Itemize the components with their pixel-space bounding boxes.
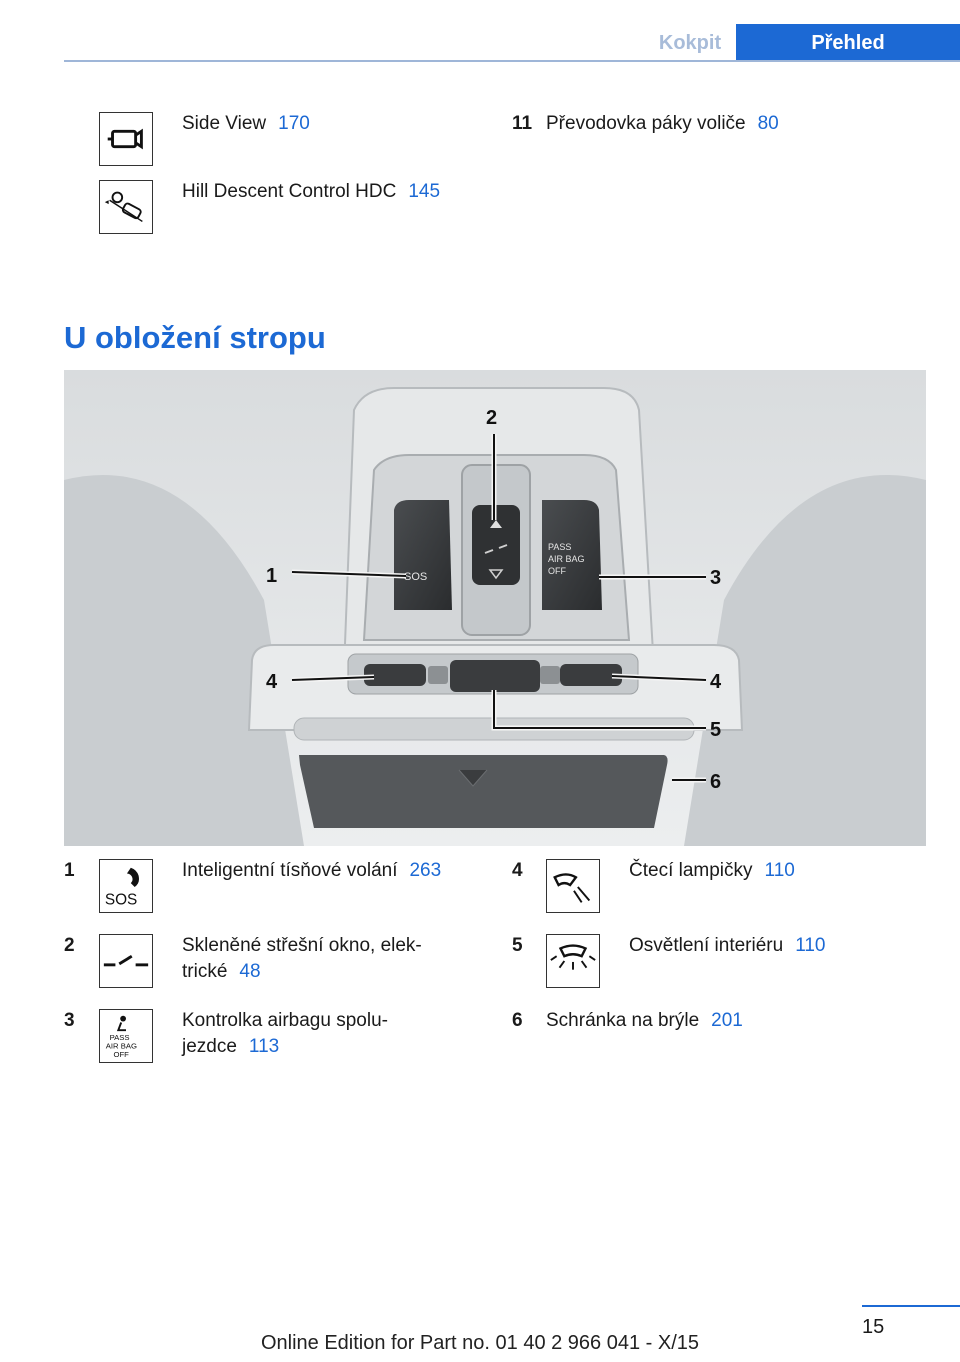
side-view-item[interactable] [182, 111, 310, 137]
legend-page-ref-1[interactable]: 263 [409, 860, 442, 881]
legend-item-3[interactable] [182, 1008, 388, 1060]
legend-item-6[interactable] [546, 1008, 743, 1034]
legend-label-1: Inteligentní tísňové volání [182, 860, 398, 881]
footer-edition-text: Online Edition for Part no. 01 40 2 966 041 - X/15 [260, 1332, 700, 1354]
legend-item-5[interactable] [629, 933, 825, 959]
legend-label-3-line1: Kontrolka airbagu spolu- [182, 1010, 388, 1031]
svg-text:SOS: SOS [104, 891, 138, 909]
legend-label-3-line2: jezdce [182, 1036, 237, 1057]
sunroof-icon [99, 934, 153, 988]
legend-label-6: Schránka na brýle [546, 1010, 700, 1031]
page-number: 15 [862, 1316, 885, 1338]
side-view-label: Side View [182, 113, 267, 134]
legend-label-2-line1: Skleněné střešní okno, elek- [182, 935, 422, 956]
reading-light-icon [546, 859, 600, 913]
legend-label-4: Čtecí lampičky [629, 860, 753, 881]
svg-text:PASS: PASS [548, 542, 572, 552]
legend-number-3: 3 [64, 1010, 75, 1031]
legend-number-4: 4 [512, 860, 523, 881]
legend-page-ref-2[interactable]: 48 [239, 961, 261, 982]
callout-3: 3 [710, 567, 722, 589]
legend-page-ref-5[interactable]: 110 [795, 935, 826, 956]
legend-number-1: 1 [64, 860, 75, 881]
tab-prehled[interactable]: Přehled [736, 24, 960, 62]
legend-number-5: 5 [512, 935, 523, 956]
legend-number-2: 2 [64, 935, 75, 956]
footer-rule [862, 1305, 960, 1307]
gear-selector-page-ref[interactable]: 80 [757, 113, 779, 134]
legend-item-2[interactable] [182, 933, 422, 985]
svg-text:AIR BAG: AIR BAG [105, 1041, 137, 1051]
gear-selector-label: Převodovka páky voliče [546, 113, 746, 134]
callout-6: 6 [710, 771, 722, 793]
callout-1: 1 [266, 565, 278, 587]
svg-text:PASS: PASS [109, 1032, 130, 1042]
legend-label-2-line2: trické [182, 961, 228, 982]
svg-text:AIR BAG: AIR BAG [548, 554, 585, 564]
side-view-camera-icon [99, 112, 153, 166]
passenger-airbag-off-icon [99, 1009, 153, 1063]
header-rule [64, 60, 960, 62]
callout-4-right: 4 [710, 671, 722, 693]
item-number-11: 11 [512, 113, 533, 134]
svg-text:SOS: SOS [404, 571, 428, 583]
hill-descent-item[interactable] [182, 179, 440, 205]
hill-descent-page-ref[interactable]: 145 [408, 181, 441, 202]
side-view-page-ref[interactable]: 170 [278, 113, 310, 134]
svg-text:OFF: OFF [113, 1050, 129, 1060]
callout-5: 5 [710, 719, 722, 741]
sos-phone-icon [99, 859, 153, 913]
legend-page-ref-3[interactable]: 113 [248, 1036, 280, 1057]
section-title: U obložení stropu [64, 320, 326, 355]
legend-item-1[interactable] [182, 858, 441, 884]
callout-4-left: 4 [266, 671, 278, 693]
legend-page-ref-4[interactable]: 110 [764, 860, 795, 881]
hill-descent-icon [99, 180, 153, 234]
callout-2: 2 [486, 407, 498, 429]
interior-light-icon [546, 934, 600, 988]
overhead-console-photo [64, 370, 926, 846]
tab-kokpit[interactable]: Kokpit [658, 32, 722, 54]
legend-number-6: 6 [512, 1010, 523, 1031]
legend-item-4[interactable] [629, 858, 795, 884]
gear-selector-item[interactable] [546, 111, 779, 137]
legend-label-5: Osvětlení interiéru [629, 935, 784, 956]
hill-descent-label: Hill Descent Control HDC [182, 181, 397, 202]
legend-page-ref-6[interactable]: 201 [711, 1010, 743, 1031]
svg-text:OFF: OFF [548, 566, 566, 576]
